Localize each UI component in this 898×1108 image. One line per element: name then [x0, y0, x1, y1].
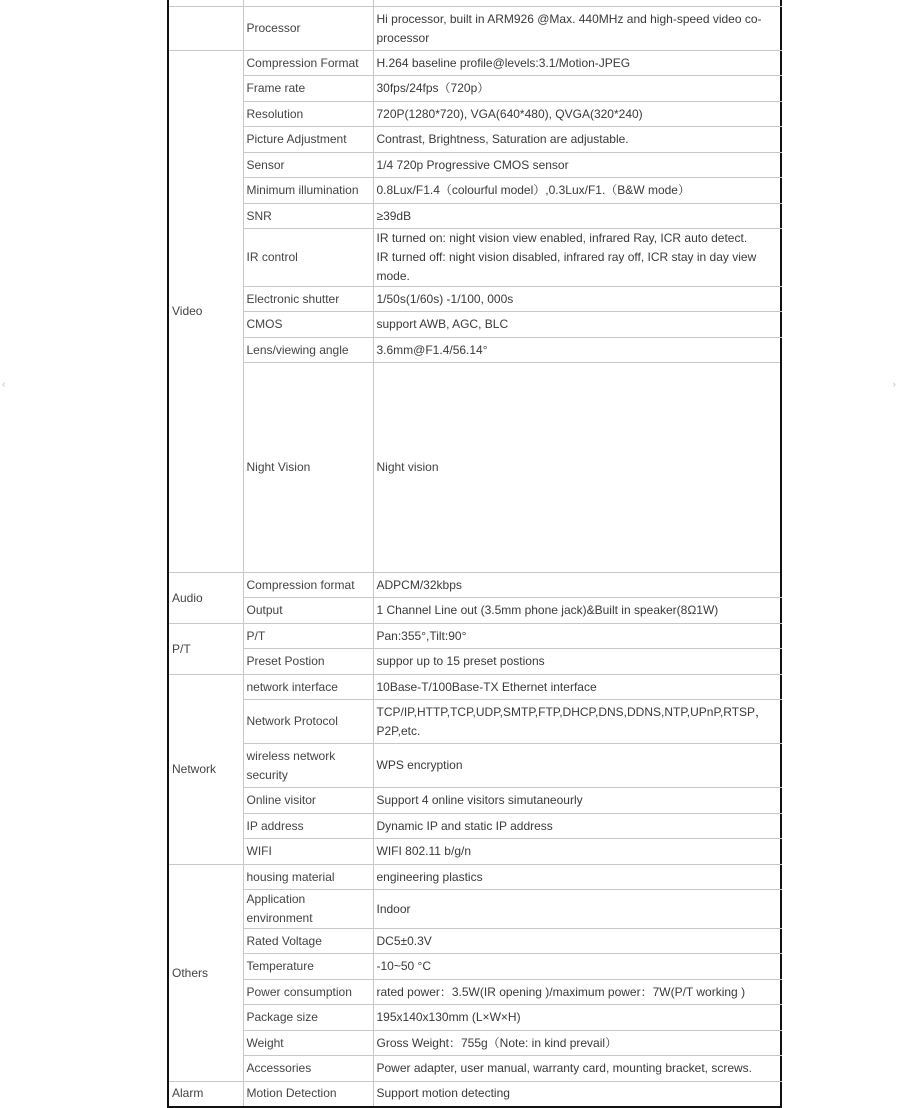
table-row — [168, 51, 781, 76]
parameter-value: 720P(1280*720), VGA(640*480), QVGA(320*240) — [373, 102, 781, 127]
parameter-name: Frame rate — [243, 76, 373, 102]
parameter-name: Online visitor — [243, 788, 373, 814]
table-row — [168, 598, 781, 624]
parameter-name: Compression format — [243, 573, 373, 598]
table-row — [168, 649, 781, 675]
parameter-value: TCP/IP,HTTP,TCP,UDP,SMTP,FTP,DHCP,DNS,DDNS,NTP,UPnP,RTSP，P2P,etc. — [373, 700, 781, 744]
category-cell — [168, 7, 243, 51]
parameter-value: DC5±0.3V — [373, 929, 781, 954]
parameter-name: Picture Adjustment — [243, 127, 373, 153]
parameter-value: rated power：3.5W(IR opening )/maximum power：7W(P/T working ) — [373, 980, 781, 1005]
category-cell: Night Vision — [243, 363, 373, 573]
parameter-value: Support motion detecting — [373, 1082, 781, 1107]
table-row — [168, 204, 781, 229]
parameter-value: IR turned on: night vision view enabled, infrared Ray, ICR auto detect. IR turned off: night vision disabled, infrared ray off, ICR stay in day view mode. — [373, 229, 781, 287]
spec-table-body — [168, 0, 781, 1107]
parameter-name: Minimum illumination — [243, 178, 373, 204]
table-row — [168, 102, 781, 127]
table-row — [168, 573, 781, 598]
parameter-name: IR control — [243, 229, 373, 287]
parameter-value: 3.6mm@F1.4/56.14° — [373, 338, 781, 363]
parameter-value: WPS encryption — [373, 744, 781, 788]
table-row — [168, 890, 781, 929]
parameter-name: CMOS — [243, 312, 373, 338]
table-row — [168, 153, 781, 178]
parameter-name: Motion Detection — [243, 1082, 373, 1107]
table-row — [168, 1031, 781, 1056]
parameter-name: Lens/viewing angle — [243, 338, 373, 363]
parameter-value: Pan:355°,Tilt:90° — [373, 624, 781, 649]
parameter-value: 1/4 720p Progressive CMOS sensor — [373, 153, 781, 178]
table-row — [168, 76, 781, 102]
parameter-value: ≥39dB — [373, 204, 781, 229]
table-row — [168, 744, 781, 788]
table-row — [168, 929, 781, 954]
parameter-value: ADPCM/32kbps — [373, 573, 781, 598]
parameter-name: Compression Format — [243, 51, 373, 76]
parameter-value: Gross Weight：755g（Note: in kind prevail） — [373, 1031, 781, 1056]
parameter-value: Contrast, Brightness, Saturation are adjustable. — [373, 127, 781, 153]
parameter-name: Rated Voltage — [243, 929, 373, 954]
parameter-value: 10Base-T/100Base-TX Ethernet interface — [373, 675, 781, 700]
table-row — [168, 865, 781, 890]
parameter-name: Processor — [243, 7, 373, 51]
table-row — [168, 287, 781, 312]
parameter-name: SNR — [243, 204, 373, 229]
category-cell: Video — [168, 51, 243, 573]
parameter-value: Power adapter, user manual, warranty card, mounting bracket, screws. — [373, 1056, 781, 1082]
table-row — [168, 1056, 781, 1082]
parameter-name: Electronic shutter — [243, 287, 373, 312]
table-row — [168, 814, 781, 839]
parameter-name: Resolution — [243, 102, 373, 127]
parameter-value: 30fps/24fps（720p） — [373, 76, 781, 102]
category-cell: Others — [168, 865, 243, 1082]
parameter-value: Hi processor, built in ARM926 @Max. 440MHz and high-speed video co-processor — [373, 7, 781, 51]
table-row — [168, 700, 781, 744]
parameter-value: WIFI 802.11 b/g/n — [373, 839, 781, 865]
parameter-name: Temperature — [243, 954, 373, 980]
table-row — [168, 127, 781, 153]
parameter-value: engineering plastics — [373, 865, 781, 890]
left-edge-mark: ‹ — [2, 379, 6, 390]
parameter-name: Package size — [243, 1005, 373, 1031]
parameter-name: Preset Postion — [243, 649, 373, 675]
parameter-name: Accessories — [243, 1056, 373, 1082]
table-row — [168, 675, 781, 700]
category-cell: P/T — [168, 624, 243, 675]
table-row — [168, 624, 781, 649]
table-row — [168, 839, 781, 865]
parameter-name: Power consumption — [243, 980, 373, 1005]
parameter-value: 195x140x130mm (L×W×H) — [373, 1005, 781, 1031]
parameter-name: Output — [243, 598, 373, 624]
right-edge-mark: › — [892, 379, 896, 390]
parameter-name: housing material — [243, 865, 373, 890]
parameter-name: Network Protocol — [243, 700, 373, 744]
parameter-value: Dynamic IP and static IP address — [373, 814, 781, 839]
table-row — [168, 788, 781, 814]
parameter-name: WIFI — [243, 839, 373, 865]
parameter-name: Weight — [243, 1031, 373, 1056]
parameter-value: 1 Channel Line out (3.5mm phone jack)&Built in speaker(8Ω1W) — [373, 598, 781, 624]
parameter-value: -10~50 °C — [373, 954, 781, 980]
table-row — [168, 363, 781, 573]
table-row — [168, 7, 781, 51]
parameter-value: 0.8Lux/F1.4（colourful model）,0.3Lux/F1.（B&W mode） — [373, 178, 781, 204]
table-row — [168, 954, 781, 980]
parameter-name: Night vision — [373, 363, 781, 573]
parameter-value: support AWB, AGC, BLC — [373, 312, 781, 338]
category-cell: Network — [168, 675, 243, 865]
parameter-value: Indoor — [373, 890, 781, 929]
parameter-name: Sensor — [243, 153, 373, 178]
table-row — [168, 229, 781, 287]
category-cell: Alarm — [168, 1082, 243, 1107]
table-row — [168, 312, 781, 338]
parameter-value: suppor up to 15 preset postions — [373, 649, 781, 675]
parameter-name: network interface — [243, 675, 373, 700]
parameter-name: Application environment — [243, 890, 373, 929]
table-row — [168, 338, 781, 363]
table-row — [168, 980, 781, 1005]
spec-table — [167, 0, 782, 1108]
parameter-name: IP address — [243, 814, 373, 839]
parameter-value: H.264 baseline profile@levels:3.1/Motion-JPEG — [373, 51, 781, 76]
table-row — [168, 178, 781, 204]
table-row — [168, 1082, 781, 1107]
parameter-value: 1/50s(1/60s) -1/100, 000s — [373, 287, 781, 312]
parameter-value: Support 4 online visitors simutaneourly — [373, 788, 781, 814]
category-cell: Audio — [168, 573, 243, 624]
parameter-name: P/T — [243, 624, 373, 649]
parameter-name: wireless network security — [243, 744, 373, 788]
table-row — [168, 1005, 781, 1031]
